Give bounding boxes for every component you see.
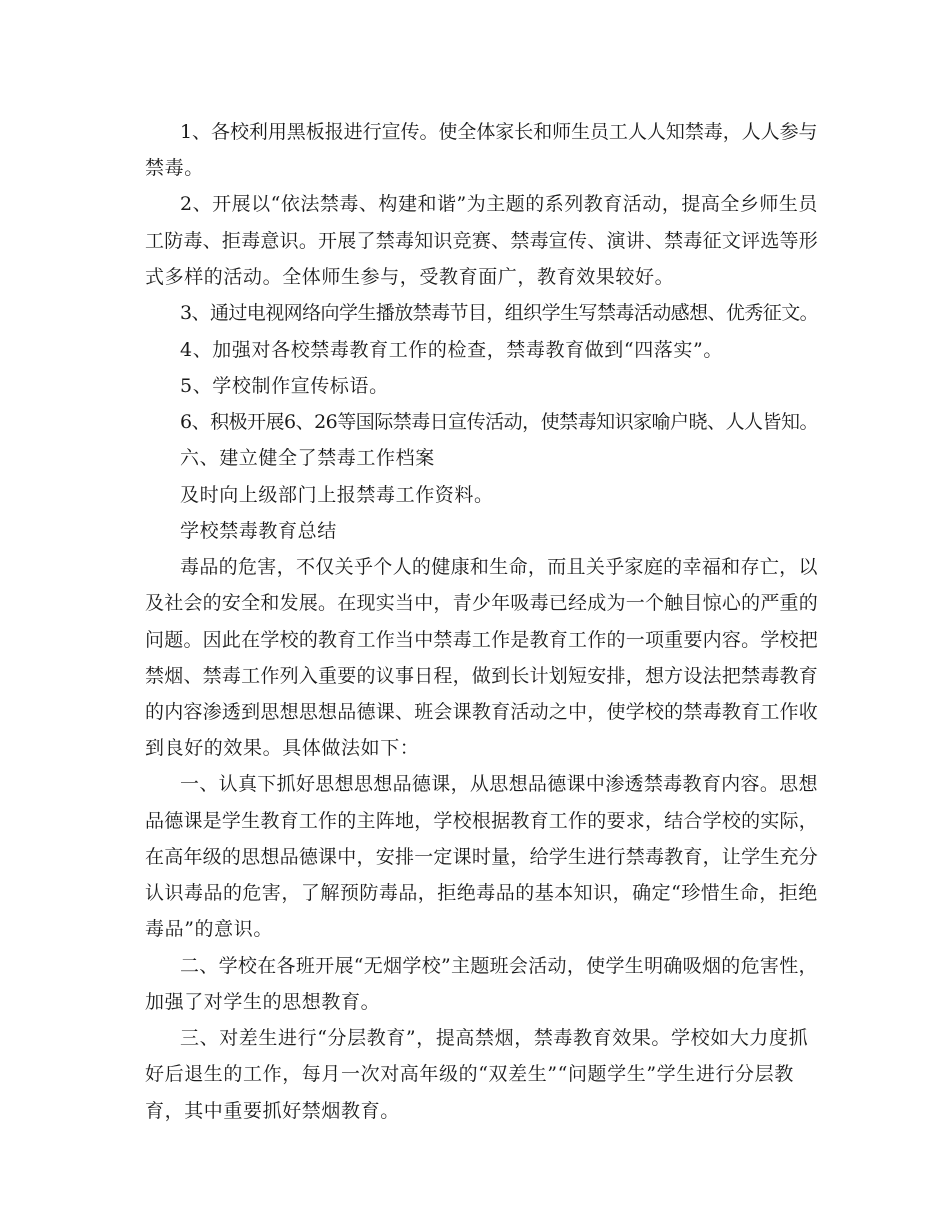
- text-line: 式多样的活动。全体师生参与，受教育面广，教育效果较好。: [145, 266, 675, 288]
- text-line: 6、积极开展6、26等国际禁毒日宣传活动，使禁毒知识家喻户晓、人人皆知。: [180, 411, 818, 433]
- text-line: 1、各校利用黑板报进行宣传。使全体家长和师生员工人人知禁毒，人人参与: [180, 121, 818, 143]
- section-heading: 六、建立健全了禁毒工作档案: [180, 447, 435, 469]
- text-line: 二、学校在各班开展“无烟学校”主题班会活动，使学生明确吸烟的危害性，: [180, 955, 818, 977]
- text-line: 品德课是学生教育工作的主阵地，学校根据教育工作的要求，结合学校的实际，: [145, 810, 819, 832]
- text-line: 到良好的效果。具体做法如下：: [145, 737, 420, 759]
- text-line: 毒品”的意识。: [145, 918, 273, 940]
- document-title: 学校禁毒教育总结: [180, 520, 337, 542]
- text-line: 一、认真下抓好思想思想品德课，从思想品德课中渗透禁毒教育内容。思想: [180, 773, 818, 795]
- text-line: 4、加强对各校禁毒教育工作的检查，禁毒教育做到“四落实”。: [180, 339, 723, 361]
- text-line: 禁烟、禁毒工作列入重要的议事日程，做到长计划短安排，想方设法把禁毒教育: [145, 665, 819, 687]
- text-line: 的内容渗透到思想思想品德课、班会课教育活动之中，使学校的禁毒教育工作收: [145, 701, 819, 723]
- text-line: 及时向上级部门上报禁毒工作资料。: [180, 484, 494, 506]
- text-line: 工防毒、拒毒意识。开展了禁毒知识竞赛、禁毒宣传、演讲、禁毒征文评选等形: [145, 230, 819, 252]
- text-line: 三、对差生进行“分层教育”，提高禁烟，禁毒教育效果。学校如大力度抓: [180, 1027, 809, 1049]
- text-line: 问题。因此在学校的教育工作当中禁毒工作是教育工作的一项重要内容。学校把: [145, 629, 819, 651]
- text-line: 加强了对学生的思想教育。: [145, 991, 381, 1013]
- text-line: 3、通过电视网络向学生播放禁毒节目，组织学生写禁毒活动感想、优秀征文。: [180, 302, 819, 324]
- text-line: 2、开展以“依法禁毒、构建和谐”为主题的系列教育活动，提高全乡师生员: [180, 193, 818, 215]
- text-line: 育，其中重要抓好禁烟教育。: [145, 1100, 400, 1122]
- text-line: 认识毒品的危害，了解预防毒品，拒绝毒品的基本知识，确定“珍惜生命，拒绝: [145, 882, 818, 904]
- text-line: 好后退生的工作，每月一次对高年级的“双差生”“问题学生”学生进行分层教: [145, 1063, 794, 1085]
- text-line: 在高年级的思想品德课中，安排一定课时量，给学生进行禁毒教育，让学生充分: [145, 846, 819, 868]
- text-line: 毒品的危害，不仅关乎个人的健康和生命，而且关乎家庭的幸福和存亡，以: [180, 556, 818, 578]
- text-line: 及社会的安全和发展。在现实当中，青少年吸毒已经成为一个触目惊心的严重的: [145, 592, 819, 614]
- text-line: 禁毒。: [145, 157, 204, 179]
- text-line: 5、学校制作宣传标语。: [180, 375, 389, 397]
